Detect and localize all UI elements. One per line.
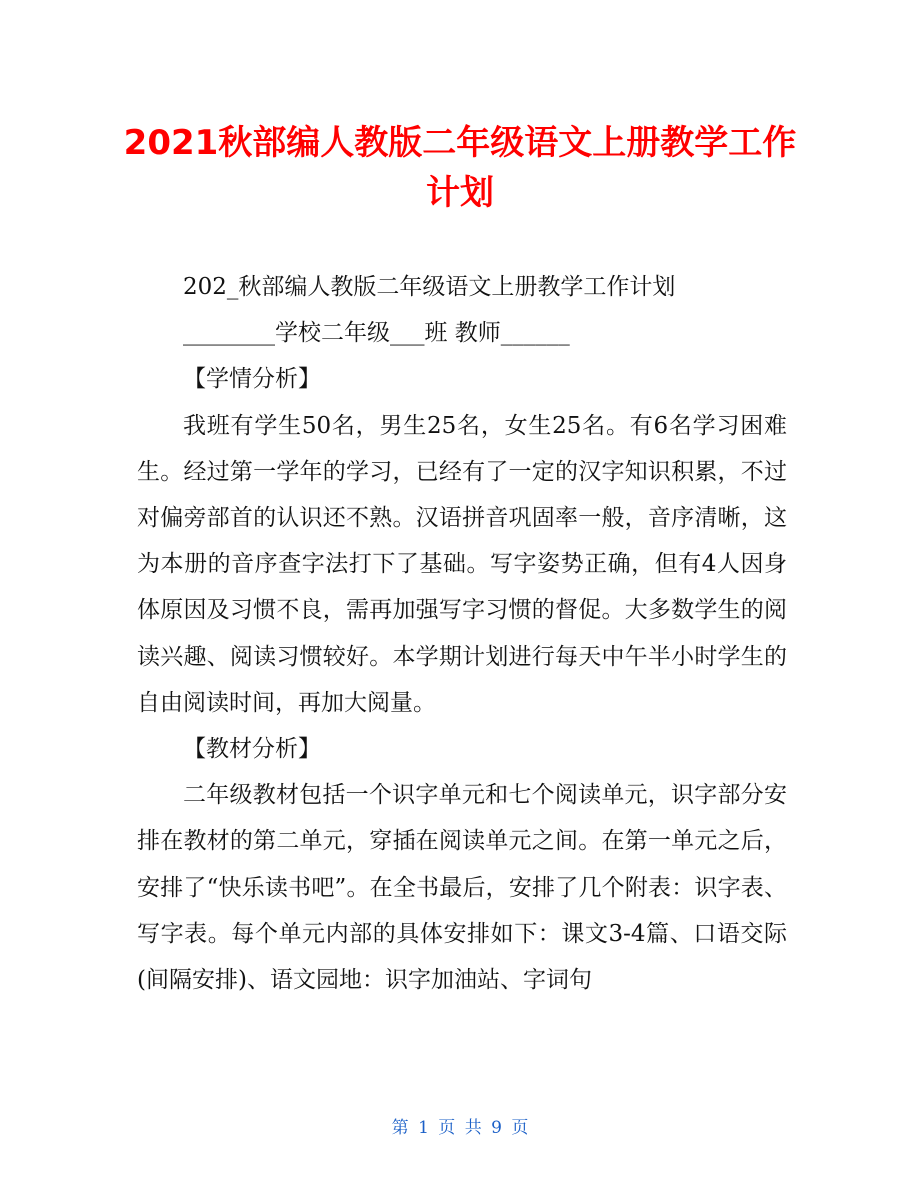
textbook-analysis-paragraph: 二年级教材包括一个识字单元和七个阅读单元，识字部分安排在教材的第二单元，穿插在阅读单元之间。在第一单元之后，安排了“快乐读书吧”。在全书最后，安排了几个附表：识字表、写字表。每个单元内部的具体安排如下：课文3-4篇、口语交际(间隔安排)、语文园地：识字加油站、字词句 xyxy=(137,782,787,994)
class-teacher-line: ________学校二年级___班 教师______ xyxy=(183,320,570,347)
student-analysis-paragraph: 我班有学生50名，男生25名，女生25名。有6名学习困难生。经过第一学年的学习，已经有了一定的汉字知识积累，不过对偏旁部首的认识还不熟。汉语拼音巩固率一般，音序清晰，这为本册的音序查字法打下了基础。写字姿势正确，但有4人因身体原因及习惯不良，需再加强写字习惯的督促。大多数学生的阅读兴趣、阅读习惯较好。本学期计划进行每天中午半小时学生的自由阅读时间，再加大阅量。 xyxy=(137,412,787,716)
section-heading-textbook-analysis: 【教材分析】 xyxy=(183,736,321,763)
document-subtitle: 202_秋部编人教版二年级语文上册教学工作计划 xyxy=(183,274,676,300)
document-body xyxy=(137,264,787,1003)
page-number-footer: 第 1 页 共 9 页 xyxy=(391,1118,529,1138)
document-title: 2021秋部编人教版二年级语文上册教学工作计划 xyxy=(123,123,797,213)
section-heading-student-analysis: 【学情分析】 xyxy=(183,366,321,393)
